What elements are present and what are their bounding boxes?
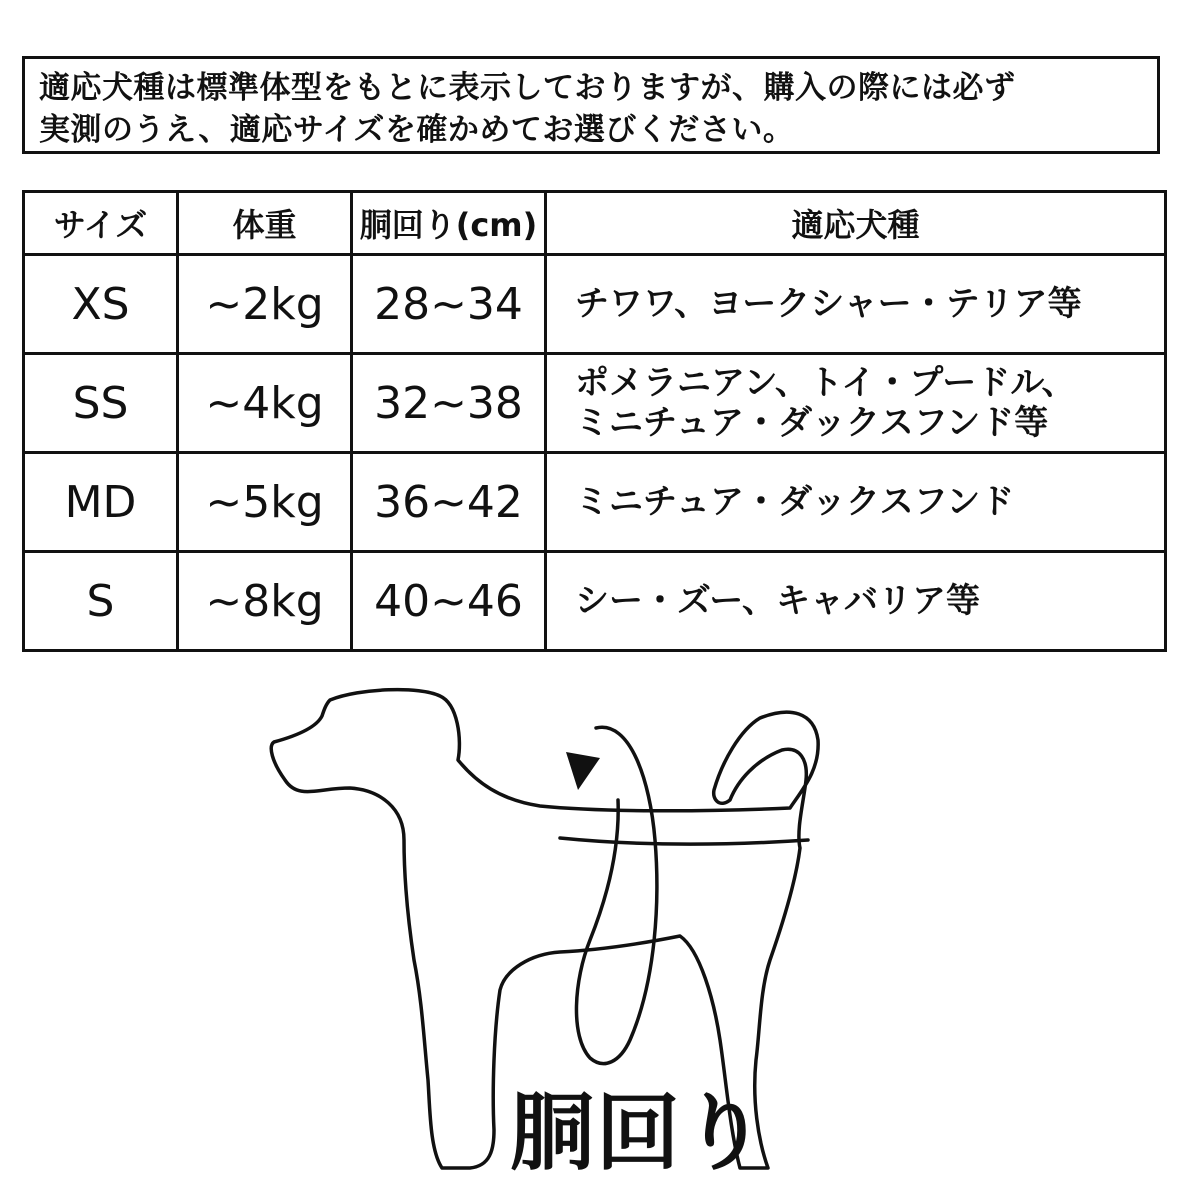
weight-cell: ~4kg [178, 354, 352, 453]
table-row [24, 255, 1166, 354]
table-row [24, 552, 1166, 651]
header-breeds: 適応犬種 [546, 192, 1166, 255]
girth-cell: 40~46 [352, 552, 546, 651]
size-cell: S [24, 552, 178, 651]
header-size: サイズ [24, 192, 178, 255]
breed-cell [546, 354, 1166, 453]
girth-caption: 胴回り [510, 1084, 769, 1182]
size-cell: MD [24, 453, 178, 552]
breed-cell [546, 255, 1166, 354]
girth-arrow-icon [566, 752, 600, 790]
table-row [24, 354, 1166, 453]
table-row [24, 453, 1166, 552]
size-cell: XS [24, 255, 178, 354]
notice-line-2: 実測のうえ、適応サイズを確かめてお選びください。 [39, 112, 795, 148]
breed-line: チワワ、ヨークシャー・テリア等 [575, 284, 1082, 324]
header-girth: 胴回り(cm) [352, 192, 546, 255]
weight-cell: ~8kg [178, 552, 352, 651]
girth-loop [576, 727, 656, 1063]
table-header-row [24, 192, 1166, 255]
girth-cell: 28~34 [352, 255, 546, 354]
girth-line [560, 838, 808, 844]
breed-line: シー・ズー、キャバリア等 [575, 581, 980, 621]
girth-cell: 36~42 [352, 453, 546, 552]
weight-cell: ~5kg [178, 453, 352, 552]
breed-cell [546, 453, 1166, 552]
breed-line: ポメラニアン、トイ・プードル、 [575, 363, 1076, 403]
breed-line: ミニチュア・ダックスフンド等 [575, 403, 1049, 443]
girth-cell: 32~38 [352, 354, 546, 453]
notice-box [22, 56, 1160, 154]
size-table [22, 190, 1167, 652]
breed-line: ミニチュア・ダックスフンド [575, 482, 1015, 522]
breed-cell [546, 552, 1166, 651]
size-cell: SS [24, 354, 178, 453]
header-weight: 体重 [178, 192, 352, 255]
notice-line-1: 適応犬種は標準体型をもとに表示しておりますが、購入の際には必ず [39, 70, 1016, 106]
weight-cell: ~2kg [178, 255, 352, 354]
